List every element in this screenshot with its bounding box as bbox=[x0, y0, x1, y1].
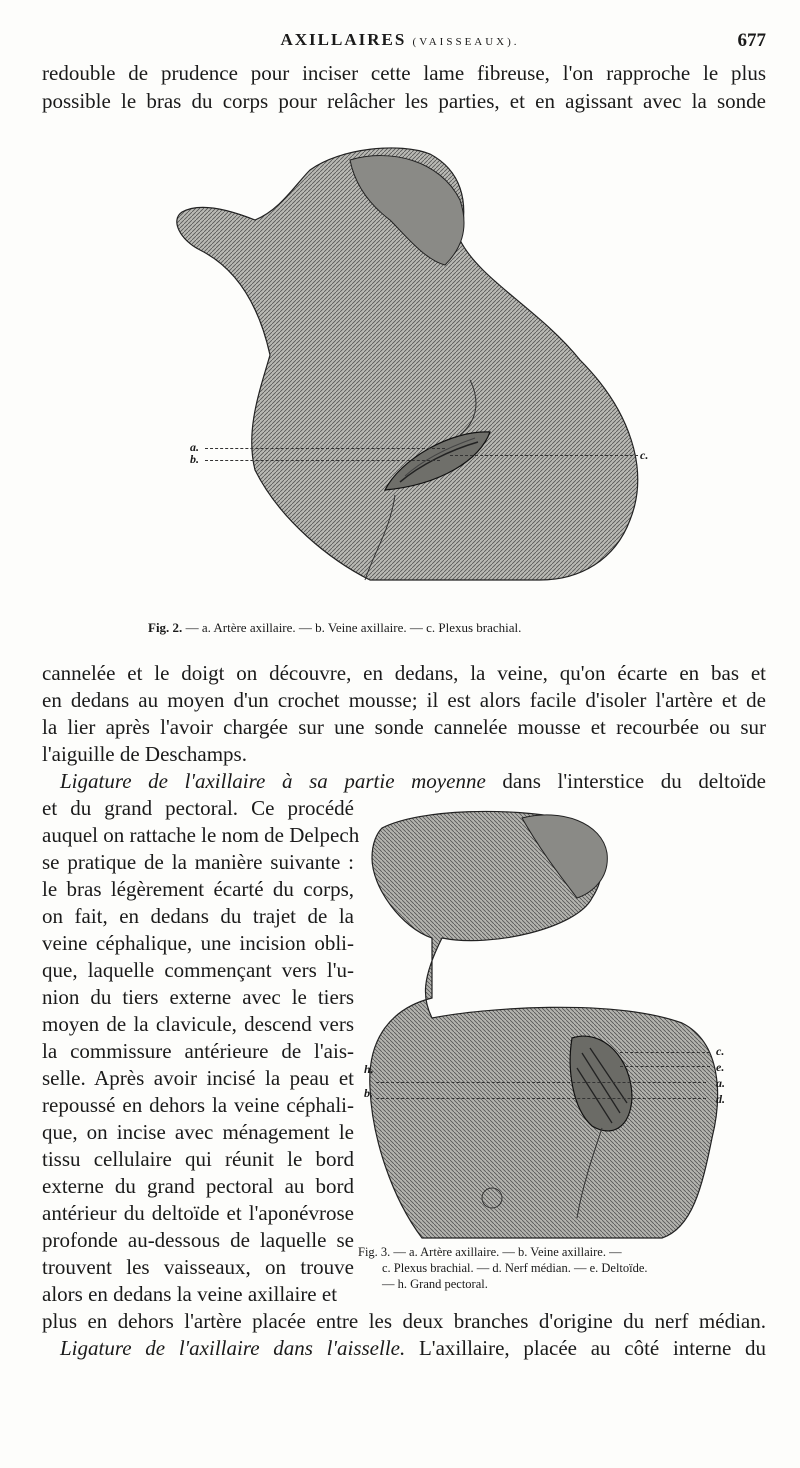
running-title-sub: (VAISSEAUX). bbox=[412, 36, 520, 48]
italic-heading: Ligature de l'axillaire dans l'aisselle. bbox=[60, 1336, 406, 1360]
fig3-label-d: d. bbox=[716, 1092, 725, 1106]
body-line: moyen de la clavicule, descend vers bbox=[42, 1012, 354, 1036]
body-line: que, on incise avec ménagement le bbox=[42, 1120, 354, 1144]
figure-2-caption bbox=[148, 620, 521, 636]
body-line: externe du grand pectoral au bord bbox=[42, 1174, 354, 1198]
body-line: profonde au-dessous de laquelle se bbox=[42, 1228, 354, 1252]
body-line: repoussé en dehors la veine céphali- bbox=[42, 1093, 354, 1117]
torso-silhouette bbox=[370, 811, 718, 1238]
body-line: se pratique de la manière suivante : bbox=[42, 850, 354, 874]
figure-3-engraving bbox=[362, 808, 742, 1240]
body-line: le bras légèrement écarté du corps, bbox=[42, 877, 354, 901]
caption-line: c. Plexus brachial. — d. Nerf médian. — e. Deltoïde. bbox=[382, 1261, 648, 1275]
fig3-label-h: h. bbox=[364, 1062, 374, 1076]
body-line: possible le bras du corps pour relâcher les parties, et en agissant avec la sonde bbox=[42, 89, 766, 113]
body-line: cannelée et le doigt on découvre, en dedans, la veine, qu'on écarte en bas et bbox=[42, 661, 766, 685]
body-line: la commissure antérieure de l'ais- bbox=[42, 1039, 354, 1063]
body-line: plus en dehors l'artère placée entre les deux branches d'origine du nerf médian. bbox=[42, 1309, 766, 1333]
figure-3-caption bbox=[358, 1244, 648, 1292]
fig3-label-c: c. bbox=[716, 1044, 725, 1058]
caption-line: Fig. 3. — a. Artère axillaire. — b. Veine axillaire. — bbox=[358, 1245, 622, 1259]
leader-line bbox=[450, 455, 638, 456]
fig3-label-e: e. bbox=[716, 1060, 725, 1074]
fig2-label-b: b. bbox=[190, 452, 199, 466]
caption-fig-number: Fig. 2. bbox=[148, 620, 183, 635]
running-title-main: AXILLAIRES bbox=[280, 30, 407, 49]
body-line: on fait, en dedans du trajet de la bbox=[42, 904, 354, 928]
body-line: trouvent les vaisseaux, on trouve bbox=[42, 1255, 354, 1279]
body-line: en dedans au moyen d'un crochet mousse; il est alors facile d'isoler l'artère et de bbox=[42, 688, 766, 712]
body-line: veine céphalique, une incision obli- bbox=[42, 931, 354, 955]
body-line: auquel on rattache le nom de Delpech bbox=[42, 823, 360, 847]
body-line: et du grand pectoral. Ce procédé bbox=[42, 796, 354, 820]
body-line: nion du tiers externe avec le tiers bbox=[42, 985, 354, 1009]
body-line bbox=[60, 1335, 766, 1362]
body-line: la lier après l'avoir chargée sur une sonde cannelée mousse et recourbée ou sur bbox=[42, 715, 766, 739]
fig3-label-a: a. bbox=[716, 1076, 725, 1090]
body-line: redouble de prudence pour inciser cette lame fibreuse, l'on rapproche le plus bbox=[42, 61, 766, 85]
fig3-label-b: b. bbox=[364, 1086, 373, 1100]
italic-heading: Ligature de l'axillaire à sa partie moyenne bbox=[60, 769, 486, 793]
body-line: tissu cellulaire qui réunit le bord bbox=[42, 1147, 354, 1171]
page-number: 677 bbox=[737, 30, 766, 51]
fig2-label-a: a. bbox=[190, 440, 199, 454]
leader-line bbox=[205, 460, 440, 461]
body-line: selle. Après avoir incisé la peau et bbox=[42, 1066, 354, 1090]
body-line: l'aiguille de Deschamps. bbox=[42, 742, 247, 766]
body-line bbox=[60, 768, 766, 795]
leader-line bbox=[620, 1052, 710, 1053]
running-title bbox=[0, 30, 800, 50]
leader-line bbox=[620, 1066, 710, 1067]
running-header bbox=[0, 28, 800, 56]
figure-2-engraving bbox=[160, 140, 660, 585]
leader-line bbox=[376, 1098, 706, 1099]
body-line: alors en dedans la veine axillaire et bbox=[42, 1282, 338, 1306]
leader-line bbox=[205, 448, 445, 449]
body-text: dans l'interstice du deltoïde bbox=[485, 769, 766, 793]
caption-text: — a. Artère axillaire. — b. Veine axillaire. — c. Plexus brachial. bbox=[182, 620, 522, 635]
caption-line: — h. Grand pectoral. bbox=[382, 1277, 488, 1291]
body-line: antérieur du deltoïde et l'aponévrose bbox=[42, 1201, 354, 1225]
body-line: que, laquelle commençant vers l'u- bbox=[42, 958, 354, 982]
leader-line bbox=[376, 1082, 706, 1083]
fig2-label-c: c. bbox=[640, 448, 649, 462]
body-text: L'axillaire, placée au côté interne du bbox=[405, 1336, 767, 1360]
